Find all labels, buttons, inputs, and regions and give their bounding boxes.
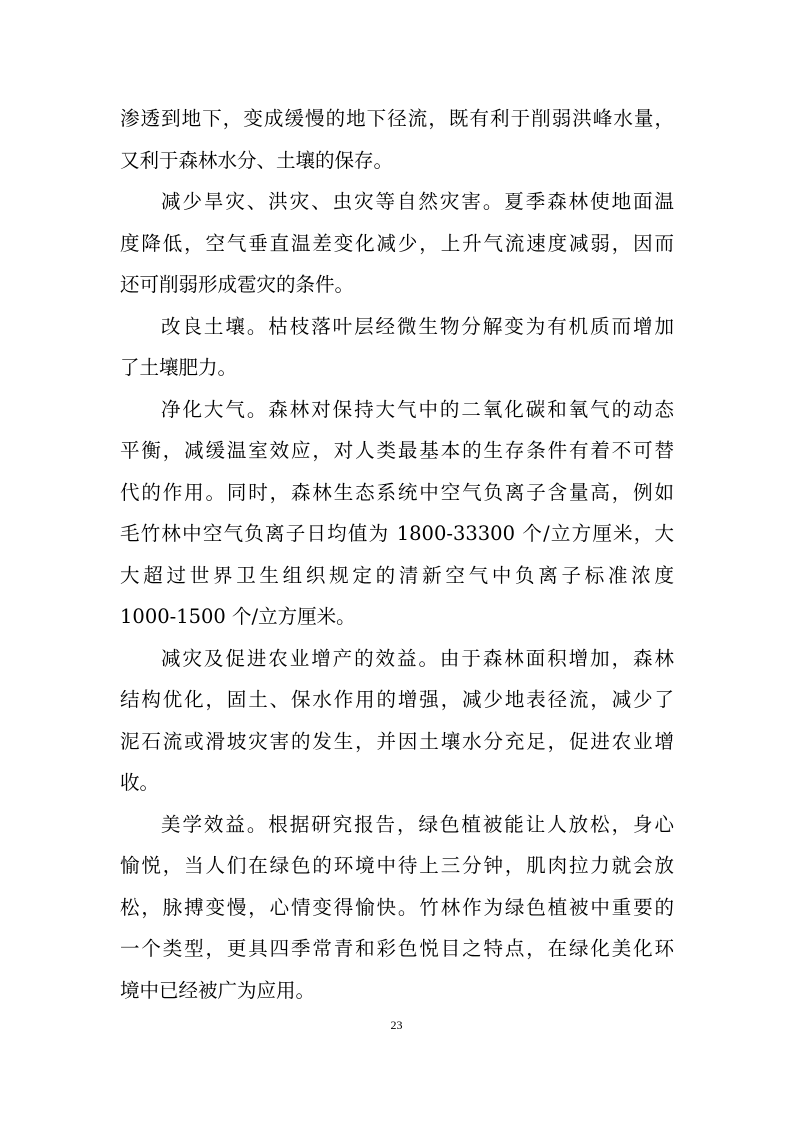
text-line: 减灾及促进农业增产的效益。由于森林面积增加，森林	[161, 646, 674, 670]
text-line: 结构优化，固土、保水作用的增强，减少地表径流，减少了	[120, 688, 674, 711]
text-line: 又利于森林水分、土壤的保存。	[120, 148, 394, 172]
text-line: 了土壤肥力。	[120, 356, 238, 379]
text-line: 渗透到地下，变成缓慢的地下径流，既有利于削弱洪峰水量，	[120, 107, 674, 130]
body-text	[120, 98, 674, 1011]
text-line: 还可削弱形成雹灾的条件。	[120, 273, 355, 296]
text-line: 收。	[120, 771, 160, 794]
text-line: 毛竹林中空气负离子日均值为 1800-33300 个/立方厘米，大	[120, 522, 674, 545]
text-line: 1000-1500 个/立方厘米。	[120, 605, 356, 628]
text-line: 美学效益。根据研究报告，绿色植被能让人放松，身心	[161, 812, 674, 836]
text-line: 境中已经被广为应用。	[120, 978, 316, 1002]
text-line: 改良土壤。枯枝落叶层经微生物分解变为有机质而增加	[161, 314, 674, 338]
text-line: 泥石流或滑坡灾害的发生，并因土壤水分充足，促进农业增	[120, 729, 674, 753]
text-line: 平衡，减缓温室效应，对人类最基本的生存条件有着不可替	[120, 439, 674, 462]
text-line: 代的作用。同时，森林生态系统中空气负离子含量高，例如	[120, 480, 674, 504]
text-line: 大超过世界卫生组织规定的清新空气中负离子标准浓度	[120, 563, 674, 587]
text-line: 一个类型，更具四季常青和彩色悦目之特点，在绿化美化环	[120, 937, 674, 960]
page-number: 23	[390, 1018, 403, 1032]
text-line: 松，脉搏变慢，心情变得愉快。竹林作为绿色植被中重要的	[120, 895, 674, 919]
text-line: 度降低，空气垂直温差变化减少，上升气流速度减弱，因而	[120, 231, 674, 255]
text-line: 净化大气。森林对保持大气中的二氧化碳和氧气的动态	[161, 397, 674, 421]
text-line: 愉悦，当人们在绿色的环境中待上三分钟，肌肉拉力就会放	[120, 854, 674, 877]
text-line: 减少旱灾、洪灾、虫灾等自然灾害。夏季森林使地面温	[161, 190, 674, 213]
